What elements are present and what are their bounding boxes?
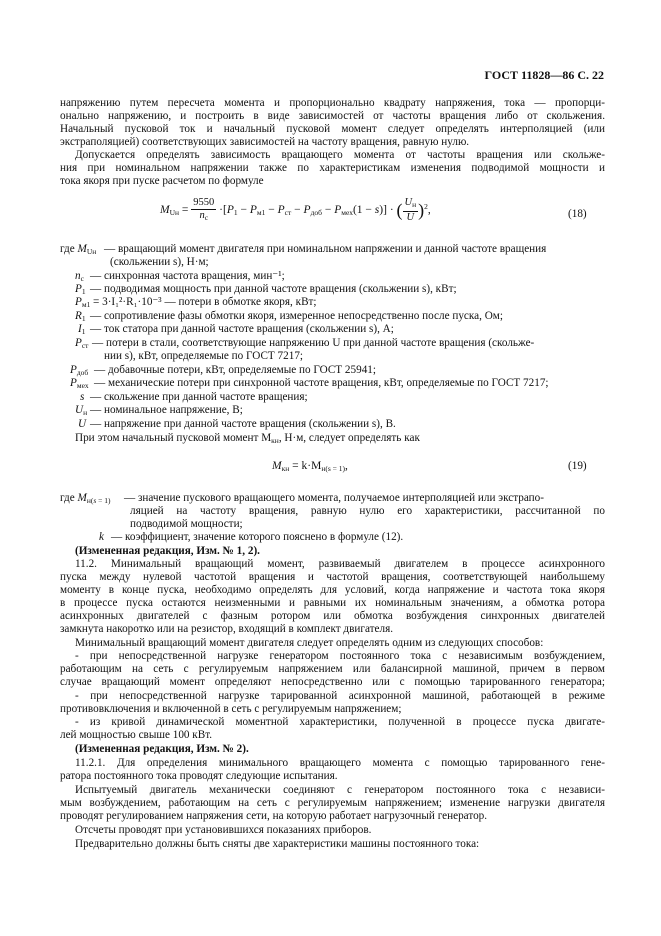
def-text: — значение пускового вращающего момента, получаемое интерполяцией или экстрапо- <box>124 492 544 504</box>
text-line: напряжению путем пересчета момента и пропорционально квадрату напряжения, тока — пропорци- <box>60 97 605 109</box>
text-line: При этом начальный пусковой момент $M_{кн}$, Н·м, следует определять как <box>75 432 420 445</box>
text-line: Начальный пусковой ток и начальный пусковой момент следует определять интерполяцией (или <box>60 123 605 135</box>
text-line: мым возбуждением, работающим на сеть с регулируемым напряжением; изменение нагрузки двигателя <box>60 797 605 809</box>
page-header: ГОСТ 11828—86 С. 22 <box>484 68 604 82</box>
text-line: ния при номинальном напряжении также по характеристикам изменения подводимой мощности и <box>60 162 605 174</box>
document-page: ГОСТ 11828—86 С. 22 напряжению путем пересчета момента и пропорционально квадрату напряжения, тока — пропорци- онально напряжению, и построить в виде зависимостей от частоты вращения либо от скольжения. Начальный пусковой ток и начальный пусковой момент следует определять интерполяцией (или экстраполяцией) соответствующих зависимостей на частоту вращения, равную нулю. Допускается определять зависимость вращающего момента от частоты вращения или скольже- ния при номинальном напряжении также по характеристикам изменения подводимой мощности и тока якоря при пуске расчетом по формуле $M_{Uн}$ = $\frac{9550}{n_c}$ $\cdot[P_1 - P_{м1} - P_{ст} - P_{доб} - P_{мех}(1 - s)]$ · ( $U_н$ U )$^2$, (18) где $M_{Uн}$ — вращающий момент двигателя при номинальном напряжении и данной частоте вращения (скольжении s), Н·м; $n_c$ — синхронная частота вращения, мин⁻¹; $P_1$ — подводимая мощность при данной частоте вращения (скольжении s), кВт; $P_{м1}$ = 3·I₁²·R₁·10⁻³ — потери в обмотке якоря, кВт; $R_1$ — сопротивление фазы обмотки якоря, измеренное непосредственно после пуска, Ом; $I_1$ — ток статора при данной частоте вращения (скольжении s), А; $P_{ст}$ — потери в стали, соответствующие напряжению U при данной частоте вращения (скольже- нии s), кВт, определяемые по ГОСТ 7217; $P_{доб}$ — добавочные потери, кВт, определяемые по ГОСТ 25941; $P_{мех}$ — механические потери при синхронной частоте вращения, кВт, определяемые по ГОСТ 7217; s — скольжение при данной частоте вращения; $U_н$ — номинальное напряжение, В; U — напряжение при данной частоте вращения (скольжении s), В. При этом начальный пусковой момент $M_{кн}$, Н·м, следует определять как $M_{кн} = k\cdot M_{н(s = 1)}$, (19) где $M_{н(s = 1)}$ — значение пускового вращающего момента, получаемое интерполяцией или экстрапо- ляцией на частоту вращения, равную нулю его характеристики, рассчитанной по подводимой мощности; k — коэффициент, значение которого пояснено в формуле (12). (Измененная редакция, Изм. № 1, 2). 11.2. Минимальный вращающий момент, развиваемый двигателем в процессе асинхронного пуска между нулевой частотой вращения и частотой вращения, соответствующей наибольшему моменту в конце пуска, необходимо определять для условий, когда напряжение и частота тока якоря в процессе пуска остаются неизменными и равными их номинальным значениям, а обмотка ротора асинхронных двигателей с фазным ротором или обмотка возбуждения синхронных двигателей замкнута накоротко или на резистор, входящий в комплект двигателя. Минимальный вращающий момент двигателя следует определять одним из следующих способов: - при непосредственной нагрузке генератором постоянного тока с независимым возбуждением, работающим на сеть с регулируемым напряжением или балансирной машиной, причем в первом случае вращающий момент определяют непосредственно или с помощью тарированного генератора; - при непосредственной нагрузке тарированной асинхронной машиной, работающей в режиме противовключения и включенной в сеть с регулируемым напряжением; - из кривой динамической моментной характеристики, полученной в процессе пуска двигате- лей мощностью свыше 100 кВт. (Измененная редакция, Изм. № 2). 11.2.1. Для определения минимального вращающего момента с помощью тарированного гене- ратора постоянного тока проводят следующие испытания. Испытуемый двигатель механически соединяют с генератором постоянного тока с независи- мым возбуждением, работающим на сеть с регулируемым напряжением; изменение нагрузки двигателя проводят регулированием напряжения сети, на которую работает нагрузочный генератор. Отсчеты проводят при установившихся показаниях приборов. Предварительно должны быть сняты две характеристики машины постоянного тока: <box>0 0 661 936</box>
def-text: — механические потери при синхронной частоте вращения, кВт, определяемые по ГОСТ 7217; <box>94 377 549 389</box>
text-line: 11.2.1. Для определения минимального вращающего момента с помощью тарированного гене- <box>75 757 605 769</box>
def-text: ляцией на частоту вращения, равную нулю его характеристики, рассчитанной по <box>130 505 605 517</box>
def-text: — напряжение при данной частоте вращения (скольжении s), В. <box>90 418 396 430</box>
def-text: — потери в стали, соответствующие напряжению U при данной частоте вращения (скольже- <box>92 337 535 349</box>
def-text: — синхронная частота вращения, мин⁻¹; <box>90 270 285 282</box>
formula-18: $M_{Uн}$ = $\frac{9550}{n_c}$ $\cdot[P_1 - P_{м1} - P_{ст} - P_{доб} - P_{мех}(1 - s)]$ · ( $U_н$ U )$^2$, <box>160 197 431 223</box>
formula-fraction: $\frac{9550}{n_c}$ <box>193 197 215 222</box>
def-text: — вращающий момент двигателя при номинальном напряжении и данной частоте вращения <box>104 243 547 255</box>
def-text: нии s), кВт, определяемые по ГОСТ 7217; <box>104 350 304 362</box>
formula-19: $M_{кн} = k\cdot M_{н(s = 1)}$, <box>272 460 348 473</box>
text-line: асинхронных двигателей с фазным ротором или обмотка возбуждения синхронных двигателей <box>60 610 605 622</box>
formula-number: (18) <box>568 208 587 220</box>
text-line: Отсчеты проводят при установившихся показаниях приборов. <box>75 824 372 836</box>
text-line: замкнута накоротко или на резистор, входящий в комплект двигателя. <box>60 623 394 635</box>
def-text: — ток статора при данной частоте вращения (скольжении s), А; <box>90 323 394 335</box>
text-line: Допускается определять зависимость вращающего момента от частоты вращения или скольже- <box>75 149 605 161</box>
text-line: Минимальный вращающий момент двигателя следует определять одним из следующих способов: <box>75 637 544 649</box>
def-text: (скольжении s), Н·м; <box>110 256 209 268</box>
def-text: — сопротивление фазы обмотки якоря, измеренное непосредственно после пуска, Ом; <box>90 310 503 322</box>
text-line: тока якоря при пуске расчетом по формуле <box>60 175 264 187</box>
text-line: Предварительно должны быть сняты две характеристики машины постоянного тока: <box>75 838 480 850</box>
edit-note: (Измененная редакция, Изм. № 2). <box>75 743 249 755</box>
text-line: лей мощностью свыше 100 кВт. <box>60 729 213 741</box>
text-line: - при непосредственной нагрузке тарированной асинхронной машиной, работающей в режиме <box>75 690 605 702</box>
text-line: Испытуемый двигатель механически соединяют с генератором постоянного тока с независи- <box>75 784 605 796</box>
text-line: противовключения и включенной в сеть с регулируемым напряжением; <box>60 703 402 715</box>
def-text: — номинальное напряжение, В; <box>90 404 243 416</box>
text-line: - из кривой динамической моментной характеристики, полученной в процессе пуска двигате- <box>75 716 605 728</box>
text-line: моменту в конце пуска, необходимо определять для условий, когда напряжение и частота тока якоря <box>60 584 605 596</box>
text-line: проводят регулированием напряжения сети, на которую работает нагрузочный генератор. <box>60 810 488 822</box>
text-line: в процессе пуска остаются неизменными и равными их номинальным значениям, а обмотка ротора <box>60 597 605 609</box>
def-text: — скольжение при данной частоте вращения; <box>90 391 308 403</box>
def-text: — добавочные потери, кВт, определяемые по ГОСТ 25941; <box>94 364 376 376</box>
text-line: онально напряжению, и построить в виде зависимостей от частоты вращения либо от скольжения. <box>60 110 605 122</box>
text-line: случае вращающий момент определяют непосредственно или с помощью тарированного генератора; <box>60 676 605 688</box>
def-text: — коэффициент, значение которого пояснено в формуле (12). <box>111 531 404 543</box>
text-line: экстраполяцией) соответствующих зависимостей на частоту вращения, равную нулю. <box>60 136 470 148</box>
def-line: где $M_{Uн}$ <box>60 243 97 256</box>
text-line: - при непосредственной нагрузке генератором постоянного тока с независимым возбуждением, <box>75 650 605 662</box>
edit-note: (Измененная редакция, Изм. № 1, 2). <box>75 545 260 557</box>
text-line: работающим на сеть с регулируемым напряжением или балансирной машиной, причем в первом <box>60 663 605 675</box>
def-text: — подводимая мощность при данной частоте вращения (скольжении s), кВт; <box>90 283 457 295</box>
formula-number: (19) <box>568 460 587 472</box>
text-line: 11.2. Минимальный вращающий момент, развиваемый двигателем в процессе асинхронного <box>75 558 605 570</box>
def-text: подводимой мощности; <box>130 518 243 530</box>
text-line: ратора постоянного тока проводят следующие испытания. <box>60 770 338 782</box>
text-line: пуска между нулевой частотой вращения и частотой вращения, соответствующей наибольшему <box>60 571 605 583</box>
def-text: = 3·I₁²·R₁·10⁻³ — потери в обмотке якоря, кВт; <box>93 296 317 308</box>
